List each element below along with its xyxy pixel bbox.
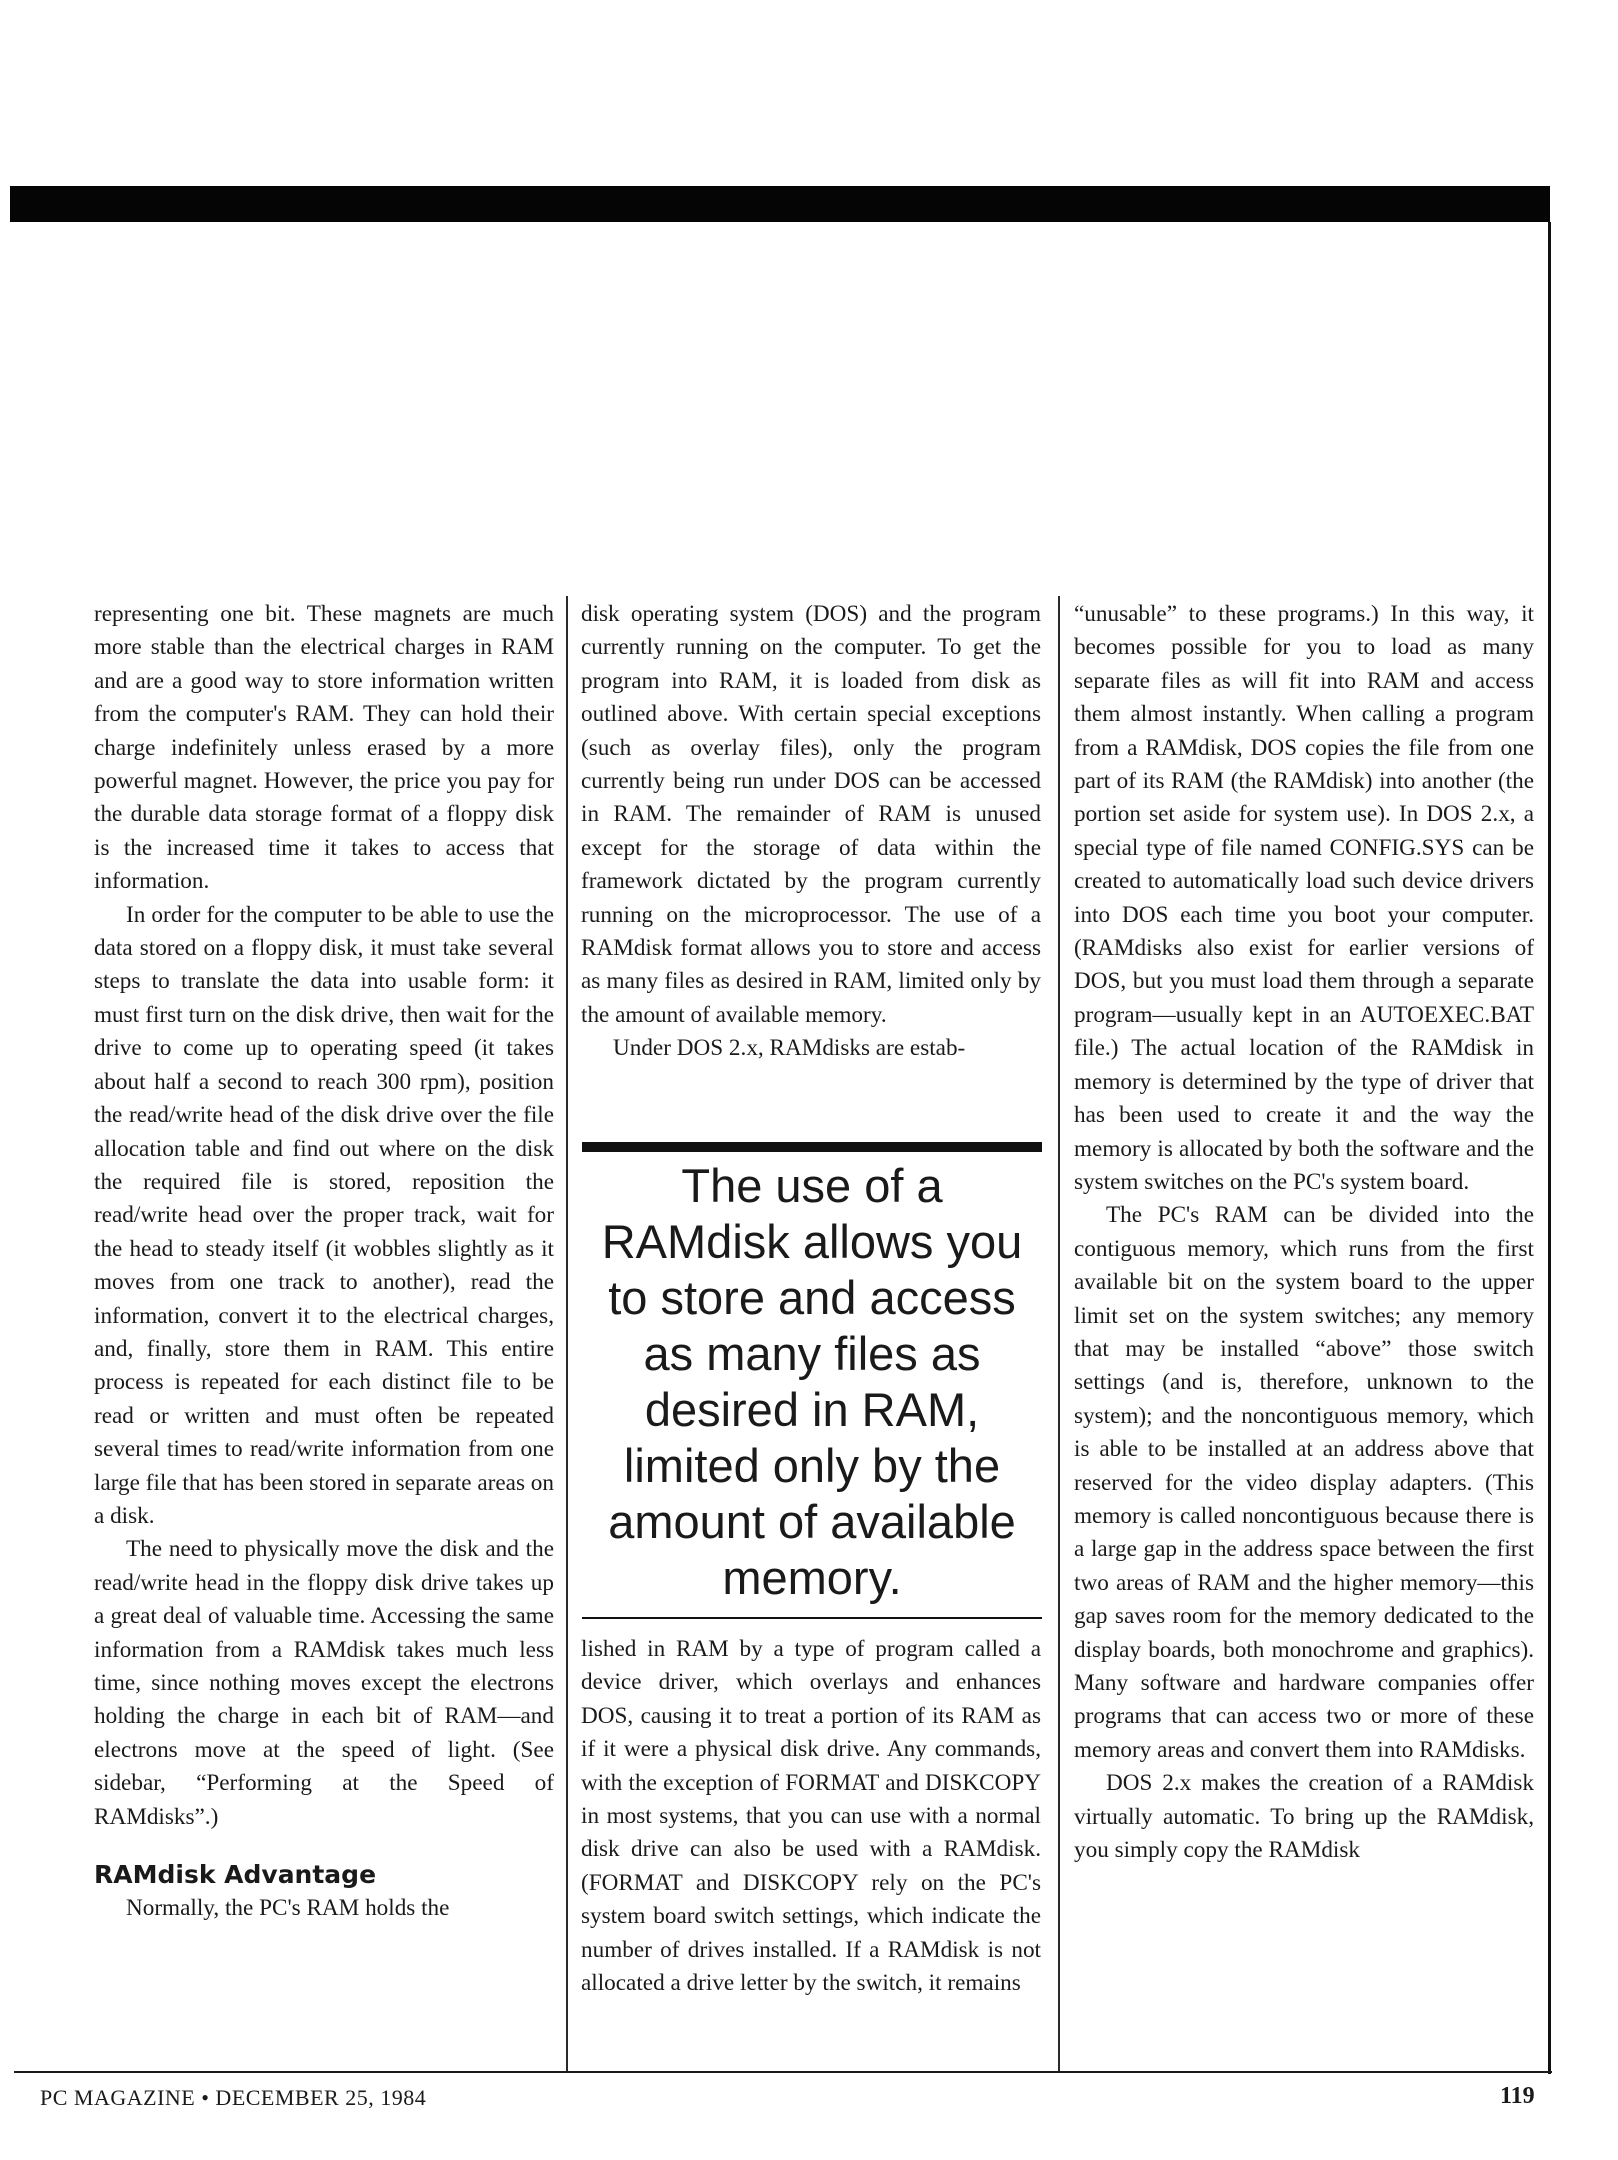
pullquote-top-rule: [582, 1142, 1042, 1152]
article-column-2-continued: [581, 1633, 1041, 2000]
page-number: 119: [1500, 2083, 1535, 2109]
article-column-2: [581, 598, 1041, 1066]
page-frame-rule: [1548, 222, 1551, 2074]
column2-paragraph-1: disk operating system (DOS) and the program currently running on the computer. To get the program into RAM, it is loaded from disk as outlined above. With certain special exceptions (such as overlay files), only the program currently being run under DOS can be accessed in RAM. The remainder of RAM is unused except for the storage of data within the framework dictated by the program currently running on the microprocessor. The use of a RAMdisk format allows you to store and access as many files as desired in RAM, limited only by the amount of available memory.: [581, 601, 1041, 1028]
article-column-1: [94, 598, 554, 1925]
column2-paragraph-2: Under DOS 2.x, RAMdisks are estab-: [613, 1035, 966, 1062]
column-divider-2: [1058, 596, 1060, 2071]
section-subhead: RAMdisk Advantage: [94, 1860, 377, 1890]
article-column-3: [1074, 598, 1534, 1867]
column-divider-1: [566, 596, 568, 2071]
column3-paragraph-2: The PC's RAM can be divided into the contiguous memory, which runs from the first available bit on the system board to the upper limit set on the system switches; any memory that may be installed “above” those switch settings (and is, therefore, unknown to the system); and the noncontiguous memory, which is able to be installed at an address above that reserved for the video display adapters. (This memory is called noncontiguous because there is a large gap in the address space between the first two areas of RAM and the higher memory—this gap saves room for the memory dedicated to the display boards, both monochrome and graphics). Many software and hardware companies offer programs that can access two or more of these memory areas and convert them into RAMdisks.: [1074, 1202, 1534, 1763]
header-black-bar: [10, 186, 1550, 222]
column1-paragraph-4: Normally, the PC's RAM holds the: [126, 1895, 450, 1922]
pull-quote: The use of a RAMdisk allows you to store and access as many files as desired in RAM, limited only by the amount of available memory.: [601, 1159, 1023, 1604]
column1-paragraph-2: In order for the computer to be able to use the data stored on a floppy disk, it must take several steps to translate the data into usable form: it must first turn on the disk drive, then wait for the drive to come up to operating speed (it takes about half a second to reach 300 rpm), position the read/write head of the disk drive over the file allocation table and find out where on the disk the required file is stored, reposition the read/write head over the proper track, wait for the head to steady itself (it wobbles slightly as it moves from one track to another), read the information, convert it to the electrical charges, and, finally, store them in RAM. This entire process is repeated for each distinct file to be read or written and must often be repeated several times to read/write information from one large file that has been stored in separate areas on a disk.: [94, 901, 554, 1529]
footer-rule: [14, 2071, 1552, 2073]
pullquote-bottom-rule: [582, 1617, 1042, 1619]
column1-paragraph-3: The need to physically move the disk and the read/write head in the floppy disk drive takes up a great deal of valuable time. Accessing the same information from a RAMdisk takes much less time, since nothing moves except the electrons holding the charge in each bit of RAM—and electrons move at the speed of light. (See sidebar, “Performing at the Speed of RAMdisks”.): [94, 1536, 554, 1830]
column3-paragraph-3: DOS 2.x makes the creation of a RAMdisk virtually automatic. To bring up the RAMdisk, you simply copy the RAMdisk: [1074, 1770, 1534, 1864]
footer-publication: PC MAGAZINE • DECEMBER 25, 1984: [40, 2085, 427, 2110]
column3-paragraph-1: “unusable” to these programs.) In this way, it becomes possible for you to load as many separate files as will fit into RAM and access them almost instantly. When calling a program from a RAMdisk, DOS copies the file from one part of its RAM (the RAMdisk) into another (the portion set aside for system use). In DOS 2.x, a special type of file named CONFIG.SYS can be created to automatically load such device drivers into DOS each time you boot your computer. (RAMdisks also exist for earlier versions of DOS, but you must load them through a separate program—usually kept in an AUTOEXEC.BAT file.) The actual location of the RAMdisk in memory is determined by the type of driver that has been used to create it and the way the memory is allocated by both the software and the system switches on the PC's system board.: [1074, 601, 1534, 1195]
column2-paragraph-3: lished in RAM by a type of program called a device driver, which overlays and enhances DOS, causing it to treat a portion of its RAM as if it were a physical disk drive. Any commands, with the exception of FORMAT and DISKCOPY in most systems, that you can use with a normal disk drive can also be used with a RAMdisk. (FORMAT and DISKCOPY rely on the PC's system board switch settings, which indicate the number of drives installed. If a RAMdisk is not allocated a drive letter by the switch, it remains: [581, 1636, 1041, 1997]
column1-paragraph-1: representing one bit. These magnets are much more stable than the electrical charges in RAM and are a good way to store information written from the computer's RAM. They can hold their charge indefinitely unless erased by a more powerful magnet. However, the price you pay for the durable data storage format of a floppy disk is the increased time it takes to access that information.: [94, 601, 554, 895]
